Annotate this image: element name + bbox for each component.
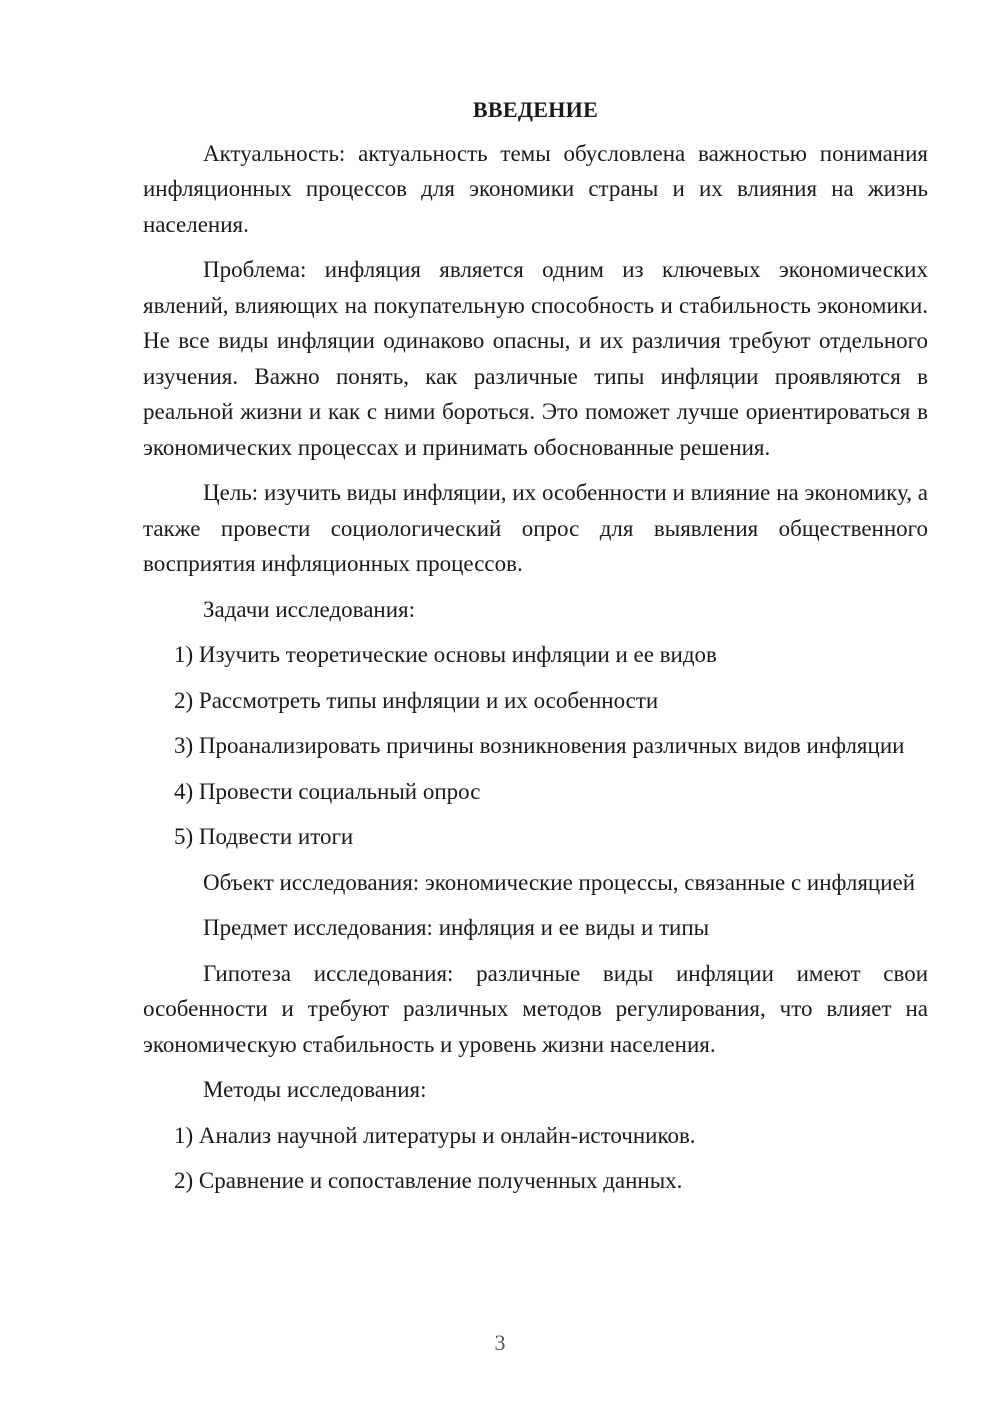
object-paragraph: Объект исследования: экономические процессы, связанные с инфляцией	[203, 869, 916, 895]
section-title: ВВЕДЕНИЕ	[472, 97, 599, 122]
hypothesis-paragraph: Гипотеза исследования: различные виды инфляции имеют свои особенности и требуют различных методов регулирования, что влияет на экономическую стабильность и уровень жизни населения.	[143, 960, 928, 1057]
method-item: 1) Анализ научной литературы и онлайн-источников.	[174, 1122, 696, 1148]
method-item: 2) Сравнение и сопоставление полученных данных.	[174, 1168, 683, 1193]
subject-paragraph: Предмет исследования: инфляция и ее виды и типы	[203, 915, 710, 940]
relevance-paragraph: Актуальность: актуальность темы обусловлена важностью понимания инфляционных процессов для экономики страны и их влияния на жизнь населения.	[143, 140, 928, 237]
problem-paragraph: Проблема: инфляция является одним из ключевых экономических явлений, влияющих на покупательную способность и стабильность экономики. Не все виды инфляции одинаково опасны, и их различия требуют отдельного изучения. Важно понять, как различные типы инфляции проявляются в реальной жизни и как с ними бороться. Это поможет лучше ориентироваться в экономических процессах и принимать обоснованные решения.	[143, 257, 928, 460]
methods-heading: Методы исследования:	[203, 1077, 427, 1102]
task-item: 1) Изучить теоретические основы инфляции и ее видов	[174, 642, 717, 667]
goal-paragraph: Цель: изучить виды инфляции, их особенности и влияние на экономику, а также провести социологический опрос для выявления общественного восприятия инфляционных процессов.	[143, 480, 928, 576]
page-number: 3	[494, 1330, 506, 1355]
task-item: 3) Проанализировать причины возникновения различных видов инфляции	[174, 733, 905, 758]
task-item: 4) Провести социальный опрос	[174, 778, 481, 804]
task-item: 2) Рассмотреть типы инфляции и их особенности	[174, 687, 659, 713]
tasks-heading: Задачи исследования:	[203, 596, 416, 622]
page-content	[143, 92, 928, 1209]
task-item: 5) Подвести итоги	[174, 824, 354, 849]
